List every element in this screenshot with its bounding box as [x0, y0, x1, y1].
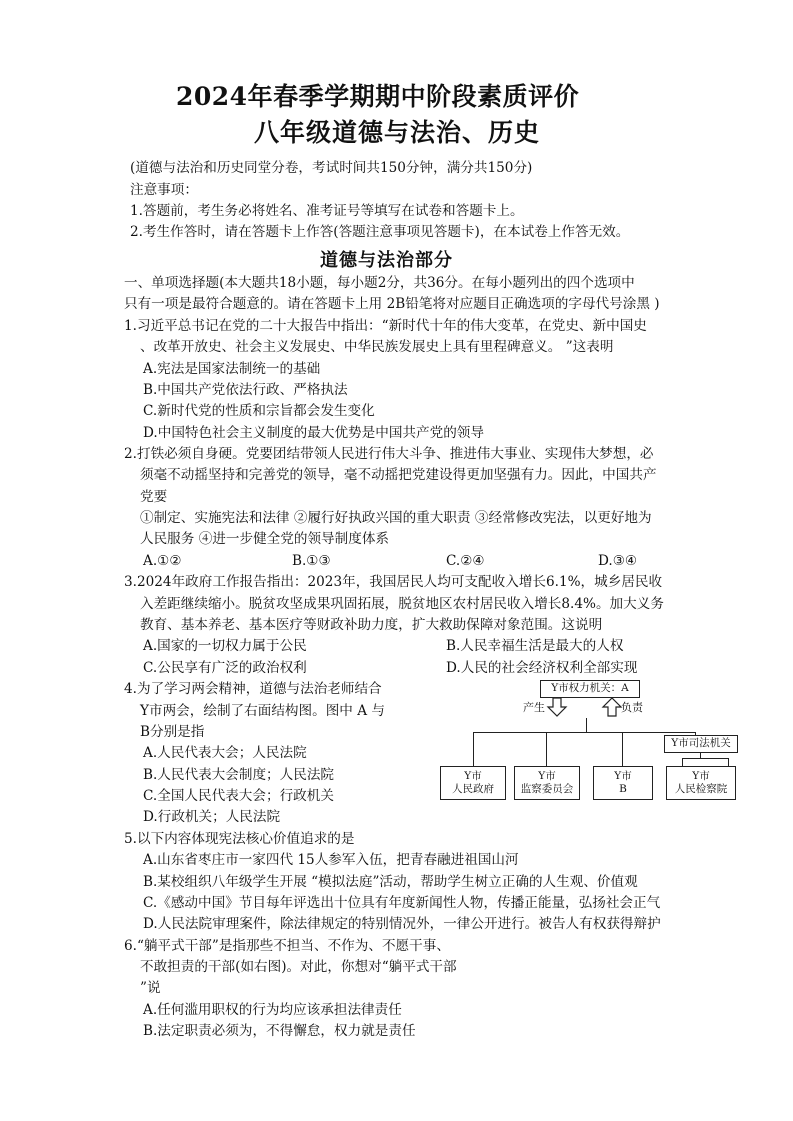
q6-option-b: B.法定职责必须为，不得懈怠，权力就是责任: [143, 1023, 416, 1039]
q5-option-a: A.山东省枣庄市一家四代 15人参军入伍，把青春融进祖国山河: [143, 852, 519, 868]
diagram-trunk: [586, 718, 587, 732]
q4-stem-1: 4.为了学习两会精神，道德与法治老师结合: [124, 681, 382, 697]
q2-option-b: B.①③: [292, 553, 331, 569]
diagram-drop-1: [473, 732, 474, 766]
diagram-box-supervision-l2: 监察委员会: [520, 783, 574, 795]
diagram-judicial-bracket-left: [682, 758, 683, 766]
q2-option-d: D.③④: [598, 553, 638, 569]
q3-option-b: B.人民幸福生活是最大的人权: [446, 638, 624, 654]
notice-label: 注意事项：: [130, 182, 198, 198]
diagram-box-supervision-l1: Y市: [538, 769, 556, 782]
q4-stem-2: Y市两会，绘制了右面结构图。图中 A 与: [140, 703, 385, 719]
exam-title: 2024年春季学期期中阶段素质评价: [176, 82, 580, 111]
diagram-judicial-stem: [700, 752, 701, 758]
instructions-line-1: 一、单项选择题(本大题共18小题，每小题2分，共36分。在每小题列出的四个选项中: [124, 275, 635, 291]
q1-option-a: A.宪法是国家法制统一的基础: [143, 361, 321, 377]
q1-option-b: B.中国共产党依法行政、严格执法: [143, 382, 348, 398]
diagram-top-label: Y市权力机关：A: [551, 682, 629, 695]
q2-items-1: ①制定、实施宪法和法律 ②履行好执政兴国的重大职责 ③经常修改宪法，以更好地为: [140, 510, 652, 526]
section-title: 道德与法治部分: [320, 250, 453, 271]
diagram-judicial-label: Y市司法机关: [671, 737, 731, 750]
diagram-box-procuratorate-l1: Y市: [692, 769, 710, 782]
q6-stem-2: 不敢担责的干部(如右图)。对此，你想对“躺平式干部: [140, 959, 457, 975]
diagram-box-government: [440, 766, 506, 800]
diagram-box-b-l2: B: [619, 783, 627, 795]
q2-stem-1: 2.打铁必须自身硬。党要团结带领人民进行伟大斗争、推进伟大事业、实现伟大梦想，必: [124, 446, 654, 462]
diagram-box-b-l1: Y市: [614, 769, 632, 782]
diagram-box-procuratorate-l2: 人民检察院: [674, 783, 728, 795]
diagram-drop-2: [546, 732, 547, 766]
exam-note: (道德与法治和历史同堂分卷，考试时间共150分钟，满分共150分): [130, 160, 533, 176]
diagram-judicial-bracket-right: [728, 758, 729, 766]
q2-stem-3: 党要: [140, 489, 168, 505]
q1-option-c: C.新时代党的性质和宗旨都会发生变化: [143, 403, 375, 419]
q4-option-b: B.人民代表大会制度；人民法院: [143, 767, 335, 783]
diagram-responsible-label: 负责: [621, 701, 643, 714]
q3-stem-2: 入差距继续缩小。脱贫攻坚成果巩固拓展，脱贫地区农村居民收入增长8.4%。加大义务: [140, 596, 664, 612]
q3-stem-3: 教育、基本养老、基本医疗等财政补助力度，扩大救助保障对象范围。这说明: [140, 617, 603, 633]
q3-stem-1: 3.2024年政府工作报告指出：2023年，我国居民人均可支配收入增长6.1%，城乡居民收: [124, 574, 663, 590]
notice-item-2: 2.考生作答时，请在答题卡上作答(答题注意事项见答题卡)，在本试卷上作答无效。: [130, 224, 630, 240]
q4-option-c: C.全国人民代表大会；行政机关: [143, 788, 334, 804]
diagram-box-government-l1: Y市: [464, 769, 482, 782]
diagram-horizontal: [473, 732, 695, 733]
diagram-produce-label: 产生: [523, 701, 545, 714]
q3-option-a: A.国家的一切权力属于公民: [143, 638, 307, 654]
q6-stem-1: 6.“躺平式干部”是指那些不担当、不作为、不愿干事、: [124, 938, 450, 954]
q3-option-d: D.人民的社会经济权利全部实现: [446, 660, 638, 676]
q1-stem-1: 1.习近平总书记在党的二十大报告中指出：“新时代十年的伟大变革，在党史、新中国史: [124, 318, 647, 334]
q5-option-c: C.《感动中国》节目每年评选出十位具有年度新闻性人物，传播正能量，弘扬社会正气: [143, 895, 661, 911]
exam-subtitle: 八年级道德与法治、历史: [254, 118, 541, 147]
responsible-arrow-icon: [603, 698, 621, 716]
q2-items-2: 人民服务 ④进一步健全党的领导制度体系: [140, 531, 390, 547]
q5-option-d: D.人民法院审理案件，除法律规定的特别情况外，一律公开进行。被告人有权获得辩护: [143, 916, 661, 932]
instructions-line-2: 只有一项是最符合题意的。请在答题卡上用 2B铅笔将对应题目正确选项的字母代号涂黑 ): [124, 296, 660, 312]
diagram-judicial-box: [664, 735, 738, 753]
q1-option-d: D.中国特色社会主义制度的最大优势是中国共产党的领导: [143, 425, 484, 441]
q1-stem-2: 、改革开放史、社会主义发展史、中华民族发展史上具有里程碑意义。 ”这表明: [140, 339, 614, 355]
q4-structure-diagram: [436, 678, 741, 803]
q2-stem-2: 须毫不动摇坚持和完善党的领导，毫不动摇把党建设得更加坚强有力。因此，中国共产: [140, 467, 657, 483]
q3-option-c: C.公民享有广泛的政治权利: [143, 660, 307, 676]
q4-option-d: D.行政机关；人民法院: [143, 809, 281, 825]
q6-option-a: A.任何滥用职权的行为均应该承担法律责任: [143, 1002, 402, 1018]
diagram-judicial-bracket-top: [682, 758, 728, 759]
notice-item-1: 1.答题前，考生务必将姓名、准考证号等填写在试卷和答题卡上。: [130, 203, 524, 219]
diagram-box-b: [593, 766, 653, 800]
q5-stem: 5.以下内容体现宪法核心价值追求的是: [124, 831, 355, 847]
q2-option-c: C.②④: [446, 553, 485, 569]
q6-stem-3: ”说: [140, 980, 161, 996]
diagram-box-government-l2: 人民政府: [452, 783, 494, 795]
q4-stem-3: B分别是指: [140, 724, 205, 740]
produce-arrow-icon: [548, 698, 566, 716]
diagram-drop-3: [622, 732, 623, 766]
q2-option-a: A.①②: [143, 553, 182, 569]
q5-option-b: B.某校组织八年级学生开展 “模拟法庭”活动，帮助学生树立正确的人生观、价值观: [143, 874, 638, 890]
diagram-box-procuratorate: [666, 766, 736, 800]
diagram-box-supervision: [514, 766, 580, 800]
q4-option-a: A.人民代表大会；人民法院: [143, 745, 307, 761]
